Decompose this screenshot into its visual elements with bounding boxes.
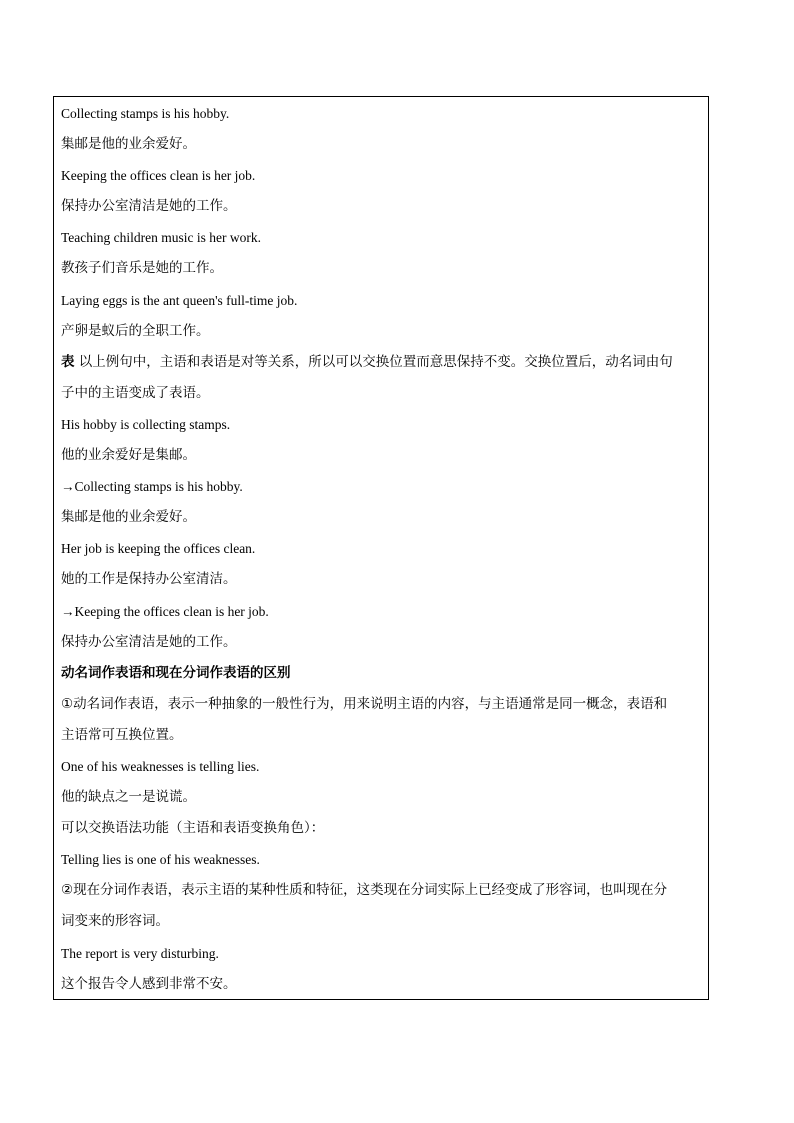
text-line: Keeping the offices clean is her job. (61, 168, 256, 184)
section-heading: 动名词作表语和现在分词作表语的区别 (61, 664, 291, 681)
text-line: 保持办公室清洁是她的工作。 (61, 198, 237, 215)
text-line: 她的工作是保持办公室清洁。 (61, 571, 237, 588)
text-line (61, 347, 701, 378)
text-line: 可以交换语法功能（主语和表语变换角色）： (61, 820, 325, 837)
text-line: Laying eggs is the ant queen's full-time job. (61, 292, 298, 308)
text-line: 他的业余爱好是集邮。 (61, 447, 196, 464)
text-line: ②现在分词作表语，表示主语的某种性质和特征，这类现在分词实际上已经变成了形容词，也叫现在分 (61, 882, 668, 899)
text-line: 这个报告令人感到非常不安。 (61, 975, 237, 992)
text-line: 保持办公室清洁是她的工作。 (61, 633, 237, 650)
text-line: 集邮是他的业余爱好。 (61, 136, 196, 153)
text-line: Her job is keeping the offices clean. (61, 541, 256, 557)
content-box (53, 96, 709, 1000)
line-rest: 以上例句中，主语和表语是对等关系，所以可以交换位置而意思保持不变。交换位置后，动名词由句 (74, 353, 673, 370)
text-line: His hobby is collecting stamps. (61, 416, 231, 432)
text-line: 他的缺点之一是说谎。 (61, 789, 196, 806)
text-line: →Collecting stamps is his hobby. (61, 479, 243, 495)
text-line: ①动名词作表语，表示一种抽象的一般性行为，用来说明主语的内容，与主语通常是同一概念，表语和 (61, 695, 668, 712)
text-line: 教孩子们音乐是她的工作。 (61, 260, 223, 277)
text-line: Telling lies is one of his weaknesses. (61, 852, 260, 868)
text-line: 子中的主语变成了表语。 (61, 384, 210, 401)
text-line: One of his weaknesses is telling lies. (61, 758, 260, 774)
text-line: Teaching children music is her work. (61, 230, 261, 246)
text-line: 产卵是蚁后的全职工作。 (61, 322, 210, 339)
text-line: 词变来的形容词。 (61, 913, 169, 930)
lead-marker: 表 (61, 353, 75, 370)
text-line: 集邮是他的业余爱好。 (61, 509, 196, 526)
text-line: →Keeping the offices clean is her job. (61, 603, 269, 619)
text-line: The report is very disturbing. (61, 945, 219, 961)
text-line: Collecting stamps is his hobby. (61, 106, 230, 121)
text-line: 主语常可互换位置。 (61, 726, 183, 743)
